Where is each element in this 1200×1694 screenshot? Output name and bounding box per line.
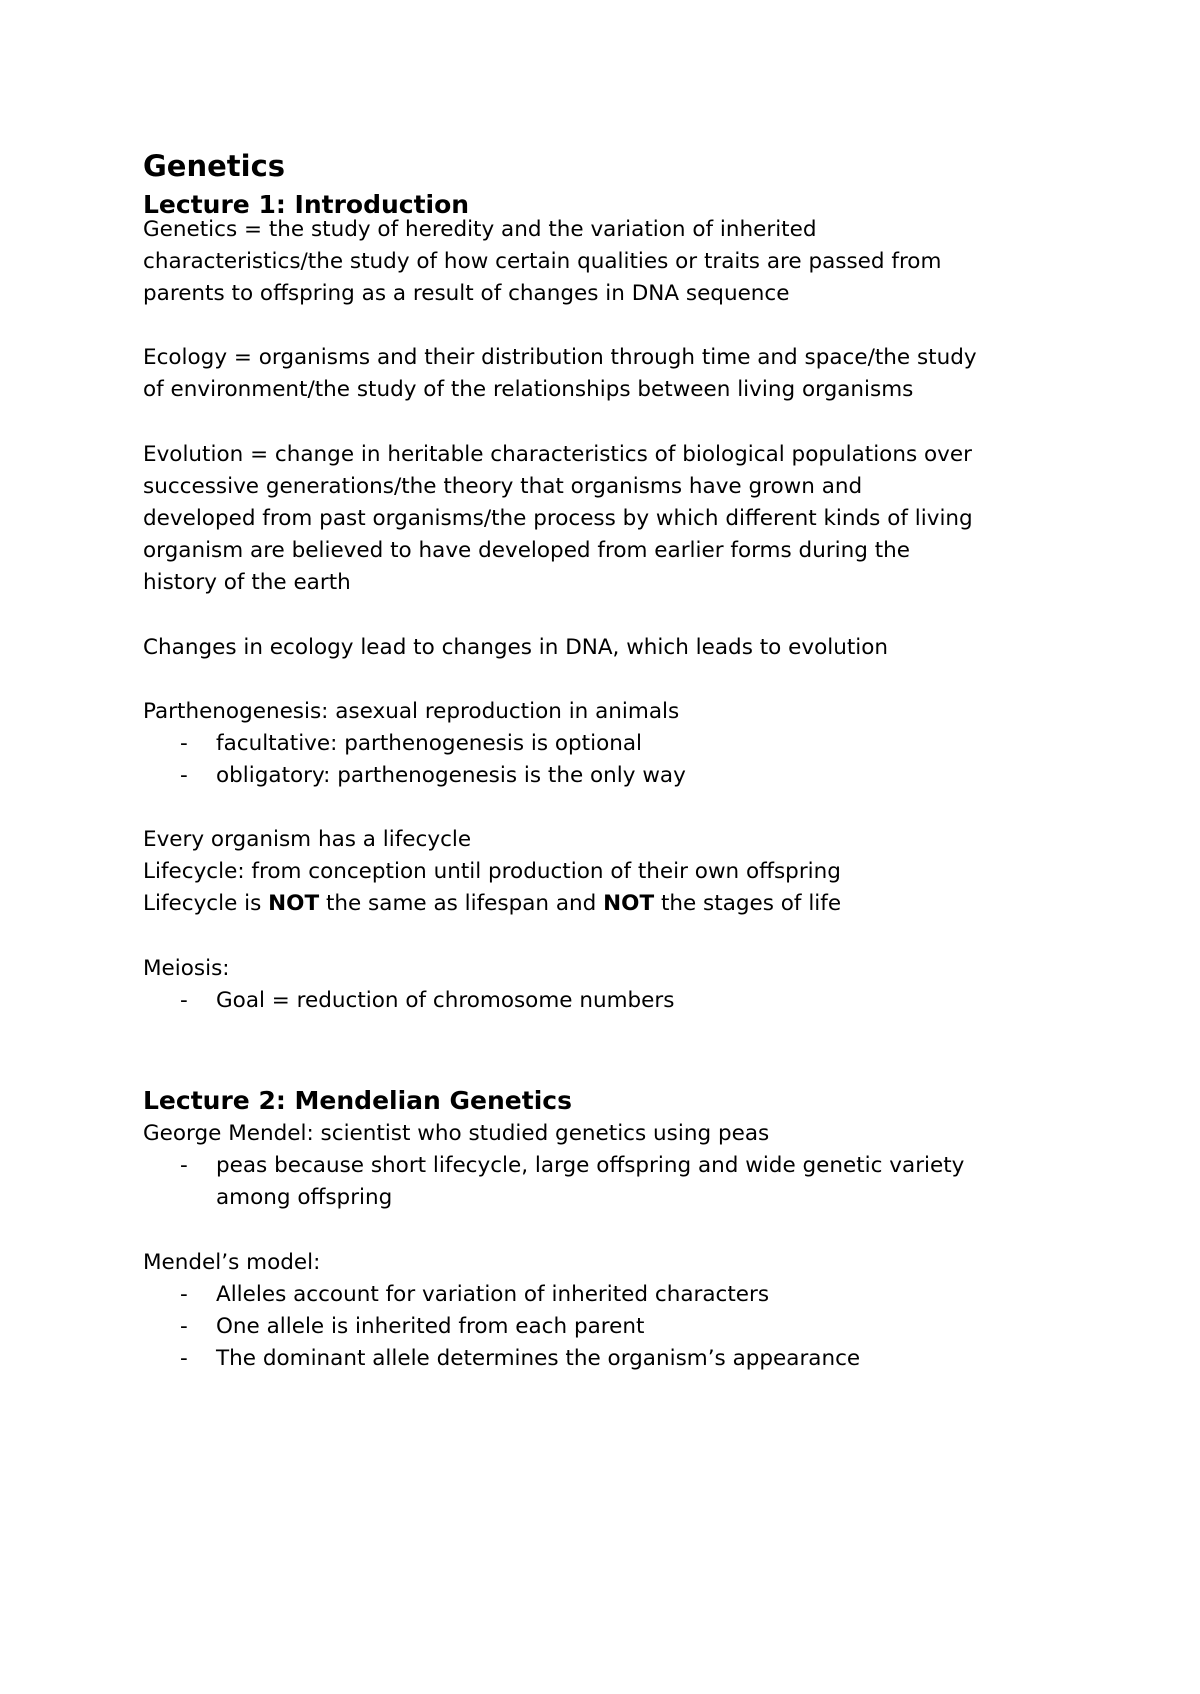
bullet-dash: - xyxy=(180,1314,188,1339)
list-item-text: peas because short lifecycle, large offspring and wide genetic variety xyxy=(216,1153,965,1178)
lifecycle-text: the same as lifespan and xyxy=(319,891,604,916)
bullet-dash: - xyxy=(180,763,188,788)
meiosis-label: Meiosis: xyxy=(143,956,230,981)
model-label: Mendel’s model: xyxy=(143,1250,321,1275)
bullet-dash: - xyxy=(180,731,188,756)
lifecycle-line: Every organism has a lifecycle xyxy=(143,827,472,852)
list-item-text: One allele is inherited from each parent xyxy=(216,1314,645,1339)
list-item-text: Alleles account for variation of inherited characters xyxy=(216,1282,770,1307)
lifecycle-text: the stages of life xyxy=(654,891,842,916)
list-item xyxy=(180,1149,964,1183)
list-item xyxy=(180,1310,644,1344)
evolution-definition-line: Evolution = change in heritable characteristics of biological populations over xyxy=(143,442,972,467)
emphasis-not: NOT xyxy=(268,891,320,916)
bullet-dash: - xyxy=(180,988,188,1013)
genetics-definition-line: characteristics/the study of how certain qualities or traits are passed from xyxy=(143,249,942,274)
ecology-definition-line: of environment/the study of the relationships between living organisms xyxy=(143,377,914,402)
list-item xyxy=(180,1278,769,1312)
genetics-definition-line: parents to offspring as a result of changes in DNA sequence xyxy=(143,281,790,306)
bullet-dash: - xyxy=(180,1346,188,1371)
ecology-definition-line: Ecology = organisms and their distribution through time and space/the study xyxy=(143,345,977,370)
lecture-2-heading: Lecture 2: Mendelian Genetics xyxy=(143,1086,572,1115)
evolution-definition-line: developed from past organisms/the process by which different kinds of living xyxy=(143,506,973,531)
bullet-dash: - xyxy=(180,1282,188,1307)
list-item xyxy=(180,759,686,793)
list-item-text: The dominant allele determines the organism’s appearance xyxy=(216,1346,861,1371)
list-item-text: facultative: parthenogenesis is optional xyxy=(216,731,643,756)
evolution-definition-line: successive generations/the theory that organisms have grown and xyxy=(143,474,863,499)
list-item-text: Goal = reduction of chromosome numbers xyxy=(216,988,675,1013)
document-title: Genetics xyxy=(143,149,286,183)
mendel-line: George Mendel: scientist who studied genetics using peas xyxy=(143,1121,770,1146)
list-item xyxy=(180,1342,860,1376)
emphasis-not: NOT xyxy=(603,891,655,916)
list-item-continuation: among offspring xyxy=(216,1185,393,1210)
genetics-definition-line: Genetics = the study of heredity and the variation of inherited xyxy=(143,217,817,242)
list-item xyxy=(180,984,674,1018)
lifecycle-text: Lifecycle is xyxy=(143,891,269,916)
lifecycle-line xyxy=(143,887,841,921)
list-item-text: obligatory: parthenogenesis is the only way xyxy=(216,763,686,788)
evolution-definition-line: history of the earth xyxy=(143,570,351,595)
lecture-1-heading: Lecture 1: Introduction xyxy=(143,190,470,219)
evolution-definition-line: organism are believed to have developed from earlier forms during the xyxy=(143,538,911,563)
changes-note: Changes in ecology lead to changes in DNA, which leads to evolution xyxy=(143,635,889,660)
parthenogenesis-label: Parthenogenesis: asexual reproduction in animals xyxy=(143,699,680,724)
lifecycle-line: Lifecycle: from conception until production of their own offspring xyxy=(143,859,841,884)
list-item xyxy=(180,727,642,761)
bullet-dash: - xyxy=(180,1153,188,1178)
